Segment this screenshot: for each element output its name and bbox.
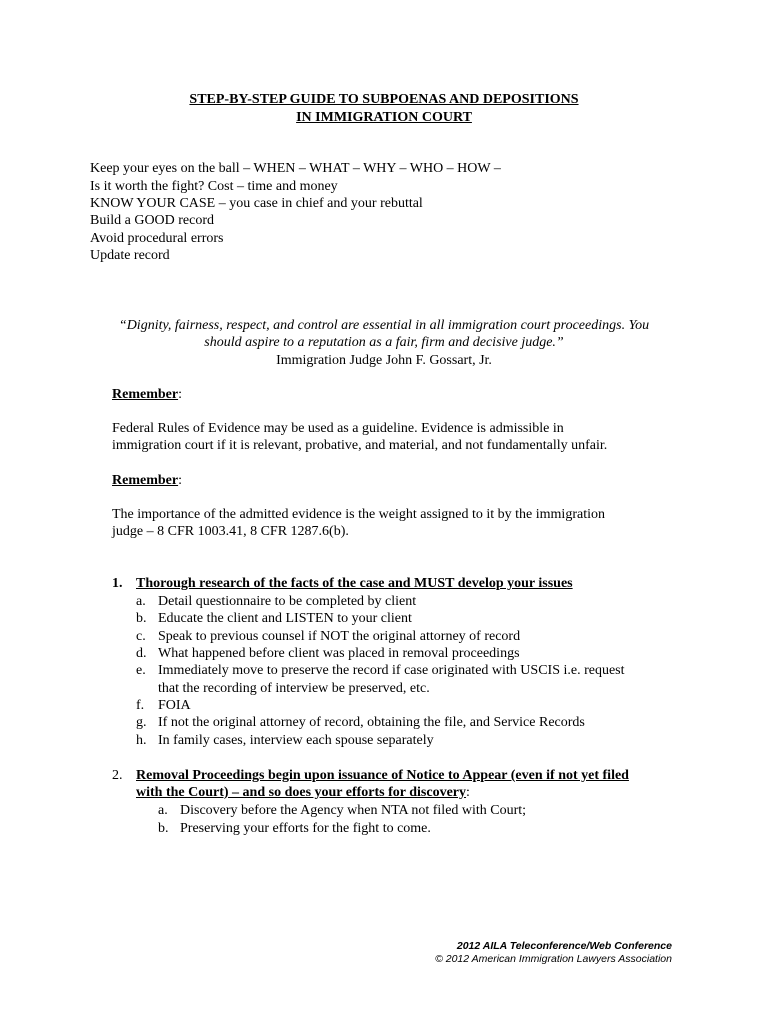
section-2-heading-colon: : [466,785,470,800]
footer-conference: 2012 AILA Teleconference/Web Conference [456,940,672,952]
remember-colon: : [178,473,182,488]
list-item: In family cases, interview each spouse separately [158,733,434,748]
intro-line: KNOW YOUR CASE – you case in chief and your rebuttal [90,196,423,211]
remember-label: Remember [112,473,179,488]
intro-line: Update record [90,248,170,263]
section-2-number: 2. [112,768,123,783]
section-2-heading-line-2 [136,784,470,802]
list-item-letter: h. [136,733,147,748]
list-item: Discovery before the Agency when NTA not filed with Court; [180,803,527,818]
title-line-2: IN IMMIGRATION COURT [296,109,472,125]
list-item: Detail questionnaire to be completed by client [158,594,417,609]
intro-line: Keep your eyes on the ball – WHEN – WHAT – WHY – WHO – HOW – [90,161,501,176]
list-item-letter: g. [136,715,147,730]
remember-label: Remember [112,387,179,402]
list-item-letter: c. [136,629,146,644]
intro-line: Is it worth the fight? Cost – time and money [90,179,338,194]
remember-1-line-1: Federal Rules of Evidence may be used as a guideline. Evidence is admissible in [112,421,564,436]
section-2-heading-text-2: with the Court) – and so does your efforts for discovery [136,785,467,800]
remember-1-line-2: immigration court if it is relevant, probative, and material, and not fundamentally unfair. [112,438,608,453]
footer-copyright: © 2012 American Immigration Lawyers Association [435,953,672,965]
list-item: If not the original attorney of record, obtaining the file, and Service Records [158,715,585,730]
quote-line-1: “Dignity, fairness, respect, and control are essential in all immigration court proceedings. You [118,318,650,333]
list-item-letter: f. [136,698,145,713]
list-item: What happened before client was placed in removal proceedings [158,646,520,661]
list-item-letter: d. [136,646,147,661]
list-item-letter: e. [136,663,146,678]
section-1-number: 1. [112,576,123,591]
remember-2-line-2: judge – 8 CFR 1003.41, 8 CFR 1287.6(b). [112,524,349,539]
quote-attribution: Immigration Judge John F. Gossart, Jr. [276,353,492,368]
section-2-heading-text-1: Removal Proceedings begin upon issuance of Notice to Appear (even if not yet filed [136,768,629,783]
intro-line: Build a GOOD record [90,213,215,228]
footer [435,940,672,966]
section-1-heading: Thorough research of the facts of the case and MUST develop your issues [136,576,573,591]
list-item: Preserving your efforts for the fight to come. [180,821,431,836]
document-title [0,91,768,126]
list-item-continuation: that the recording of interview be preserved, etc. [158,681,430,696]
intro-line: Avoid procedural errors [90,231,224,246]
remember-2-line-1: The importance of the admitted evidence is the weight assigned to it by the immigration [112,507,605,522]
list-item: Immediately move to preserve the record if case originated with USCIS i.e. request [158,663,625,678]
list-item: FOIA [158,698,191,713]
remember-heading-1 [112,386,182,404]
title-line-1: STEP-BY-STEP GUIDE TO SUBPOENAS AND DEPOSITIONS [189,92,579,107]
remember-heading-2 [112,472,182,490]
list-item-letter: b. [158,821,169,836]
quote-line-2: should aspire to a reputation as a fair, firm and decisive judge.” [204,335,564,350]
list-item: Speak to previous counsel if NOT the original attorney of record [158,629,521,644]
list-item-letter: a. [158,803,168,818]
list-item: Educate the client and LISTEN to your client [158,611,412,626]
list-item-letter: a. [136,594,146,609]
remember-colon: : [178,387,182,402]
list-item-letter: b. [136,611,147,626]
section-2-heading-line-1 [136,767,629,785]
